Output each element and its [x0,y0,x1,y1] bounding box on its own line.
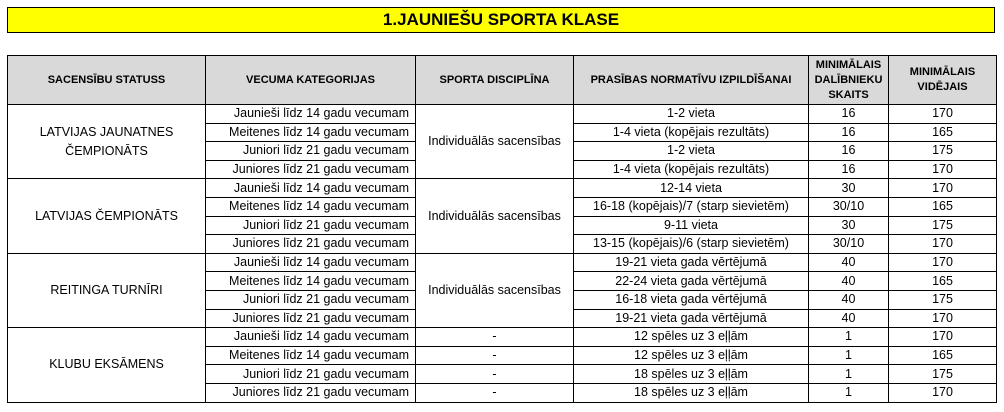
sports-class-table [7,55,997,403]
average-cell: 170 [889,179,997,198]
header-age-category: VECUMA KATEGORIJAS [206,56,416,105]
requirement-cell: 16-18 (kopējais)/7 (starp sievietēm) [574,197,809,216]
participants-cell: 40 [809,290,889,309]
average-cell: 175 [889,290,997,309]
participants-cell: 30 [809,179,889,198]
average-cell: 175 [889,216,997,235]
participants-cell: 16 [809,160,889,179]
participants-cell: 1 [809,328,889,347]
average-cell: 170 [889,253,997,272]
requirement-cell: 19-21 vieta gada vērtējumā [574,253,809,272]
requirement-cell: 13-15 (kopējais)/6 (starp sievietēm) [574,235,809,254]
status-cell: KLUBU EKSĀMENS [8,328,206,402]
category-cell: Jaunieši līdz 14 gadu vecumam [206,253,416,272]
requirement-cell: 9-11 vieta [574,216,809,235]
requirement-cell: 1-4 vieta (kopējais rezultāts) [574,123,809,142]
category-cell: Juniori līdz 21 gadu vecumam [206,216,416,235]
average-cell: 170 [889,105,997,124]
average-cell: 170 [889,160,997,179]
average-cell: 175 [889,142,997,161]
requirement-cell: 18 spēles uz 3 eļļām [574,365,809,384]
category-cell: Jaunieši līdz 14 gadu vecumam [206,105,416,124]
category-cell: Juniores līdz 21 gadu vecumam [206,235,416,254]
average-cell: 175 [889,365,997,384]
requirement-cell: 1-2 vieta [574,105,809,124]
participants-cell: 16 [809,142,889,161]
category-cell: Juniori līdz 21 gadu vecumam [206,365,416,384]
category-cell: Juniori līdz 21 gadu vecumam [206,142,416,161]
participants-cell: 40 [809,272,889,291]
status-cell: LATVIJAS ČEMPIONĀTS [8,179,206,253]
requirement-cell: 12-14 vieta [574,179,809,198]
page-title: 1.JAUNIEŠU SPORTA KLASE [7,7,995,33]
average-cell: 170 [889,328,997,347]
category-cell: Juniori līdz 21 gadu vecumam [206,290,416,309]
requirement-cell: 22-24 vieta gada vērtējumā [574,272,809,291]
category-cell: Jaunieši līdz 14 gadu vecumam [206,328,416,347]
participants-cell: 1 [809,365,889,384]
average-cell: 165 [889,123,997,142]
requirement-cell: 12 spēles uz 3 eļļām [574,328,809,347]
category-cell: Meitenes līdz 14 gadu vecumam [206,197,416,216]
average-cell: 165 [889,346,997,365]
requirement-cell: 18 spēles uz 3 eļļām [574,383,809,402]
requirement-cell: 12 spēles uz 3 eļļām [574,346,809,365]
header-requirements: PRASĪBAS NORMATĪVU IZPILDĪŠANAI [574,56,809,105]
average-cell: 165 [889,197,997,216]
category-cell: Jaunieši līdz 14 gadu vecumam [206,179,416,198]
average-cell: 170 [889,309,997,328]
participants-cell: 30/10 [809,197,889,216]
participants-cell: 30/10 [809,235,889,254]
status-cell: LATVIJAS JAUNATNES ČEMPIONĀTS [8,105,206,179]
table-row [8,105,997,124]
discipline-dash-cell: - [416,346,574,365]
discipline-dash-cell: - [416,383,574,402]
participants-cell: 16 [809,105,889,124]
category-cell: Juniores līdz 21 gadu vecumam [206,309,416,328]
requirement-cell: 1-4 vieta (kopējais rezultāts) [574,160,809,179]
discipline-cell: Individuālās sacensības [416,179,574,253]
discipline-cell: Individuālās sacensības [416,105,574,179]
table-row [8,328,997,347]
participants-cell: 40 [809,309,889,328]
header-min-participants: MINIMĀLAIS DALĪBNIEKU SKAITS [809,56,889,105]
discipline-dash-cell: - [416,328,574,347]
category-cell: Meitenes līdz 14 gadu vecumam [206,272,416,291]
requirement-cell: 16-18 vieta gada vērtējumā [574,290,809,309]
header-discipline: SPORTA DISCIPLĪNA [416,56,574,105]
participants-cell: 1 [809,383,889,402]
discipline-cell: Individuālās sacensības [416,253,574,327]
participants-cell: 40 [809,253,889,272]
participants-cell: 16 [809,123,889,142]
header-min-average: MINIMĀLAIS VIDĒJAIS [889,56,997,105]
average-cell: 170 [889,383,997,402]
requirement-cell: 1-2 vieta [574,142,809,161]
category-cell: Juniores līdz 21 gadu vecumam [206,160,416,179]
requirement-cell: 19-21 vieta gada vērtējumā [574,309,809,328]
table-row [8,179,997,198]
status-cell: REITINGA TURNĪRI [8,253,206,327]
header-status: SACENSĪBU STATUSS [8,56,206,105]
average-cell: 170 [889,235,997,254]
category-cell: Meitenes līdz 14 gadu vecumam [206,346,416,365]
discipline-dash-cell: - [416,365,574,384]
participants-cell: 30 [809,216,889,235]
category-cell: Juniores līdz 21 gadu vecumam [206,383,416,402]
average-cell: 165 [889,272,997,291]
participants-cell: 1 [809,346,889,365]
category-cell: Meitenes līdz 14 gadu vecumam [206,123,416,142]
table-row [8,253,997,272]
header-row [8,56,997,105]
